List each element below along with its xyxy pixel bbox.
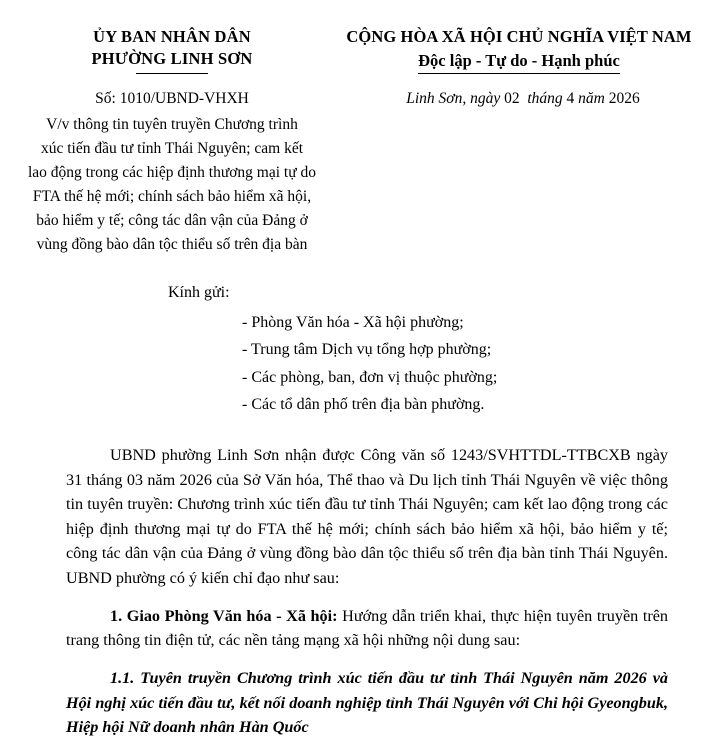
subject-line: vùng đồng bào dân tộc thiểu số trên địa bàn [36, 235, 308, 253]
recipients-block [0, 283, 726, 419]
subject-line: bảo hiểm y tế; công tác dân vận của Đảng ở [36, 211, 308, 229]
body-paragraph-item-1-1: 1.1. Tuyên truyền Chương trình xúc tiến đầu tư tỉnh Thái Nguyên năm 2026 và Hội nghị xúc tiến đầu tư, kết nối doanh nghiệp tỉnh Thái Nguyên với Chi hội Gyeongbuk, Hiệp hội Nữ doanh nhân Hàn Quốc [66, 668, 668, 737]
year-label: năm [578, 90, 605, 108]
list-item: - Các phòng, ban, đơn vị thuộc phường; [242, 368, 498, 386]
body-paragraph-intro: UBND phường Linh Sơn nhận được Công văn số 1243/SVHTTDL-TTBCXB ngày 31 tháng 03 năm 2026 của Sở Văn hóa, Thể thao và Du lịch tỉnh Thái Nguyên về việc thông tin tuyên truyền: Chương trình xúc tiến đầu tư tỉnh Thái Nguyên; cam kết lao động trong các hiệp định thương mại tự do FTA thế hệ mới; chính sách bảo hiểm xã hội, bảo hiểm y tế; công tác dân vận của Đảng ở vùng đồng bào dân tộc thiểu số trên địa bàn tỉnh Thái Nguyên. UBND phường có ý kiến chỉ đạo như sau: [66, 445, 668, 588]
place-label: Linh Sơn, ngày [406, 90, 501, 108]
national-title: CỘNG HÒA XÃ HỘI CHỦ NGHĨA VIỆT NAM [346, 27, 692, 46]
national-heading-block [330, 26, 726, 74]
subject-line: FTA thế hệ mới; chính sách bảo hiểm xã hội, [32, 187, 312, 205]
date-year: 2026 [608, 90, 640, 108]
issuing-authority-line-2: PHƯỜNG LINH SƠN [91, 48, 253, 68]
list-item: - Trung tâm Dịch vụ tổng hợp phường; [242, 341, 492, 359]
document-header [0, 0, 726, 74]
section-1-text: Hướng dẫn triển khai, thực hiện tuyên truyền trên trang thông tin điện tử, các nền tảng mạng xã hội những nội dung sau: [66, 606, 668, 650]
list-item: - Phòng Văn hóa - Xã hội phường; [242, 313, 464, 331]
issuing-authority-block [0, 26, 330, 74]
section-1-title: 1. Giao Phòng Văn hóa - Xã hội: [110, 606, 338, 625]
subject-line: V/v thông tin tuyên truyền Chương trình [46, 115, 298, 133]
issuing-authority-underline [136, 73, 208, 75]
subject-line: xúc tiến đầu tư tỉnh Thái Nguyên; cam kết [40, 139, 304, 157]
place-date-block [330, 88, 726, 108]
place-and-date [330, 90, 716, 108]
document-number: Số: 1010/UBND-VHXH [95, 90, 249, 108]
document-subject [14, 113, 330, 257]
body-paragraph-section-1 [66, 604, 668, 653]
month-label: tháng [527, 90, 563, 108]
date-day: 02 [504, 90, 520, 108]
document-meta-row [0, 88, 726, 257]
recipients-label: Kính gửi: [168, 283, 230, 301]
document-reference-block [0, 88, 330, 257]
recipients-list [168, 309, 726, 419]
subject-line: lao động trong các hiệp định thương mại tự do [27, 163, 316, 181]
national-motto: Độc lập - Tự do - Hạnh phúc [418, 50, 620, 74]
document-body [0, 443, 726, 740]
issuing-authority-underline-wrap [14, 73, 330, 75]
list-item: - Các tổ dân phố trên địa bàn phường. [242, 396, 485, 414]
issuing-authority-line-1: ỦY BAN NHÂN DÂN [93, 27, 251, 46]
date-month: 4 [566, 90, 575, 108]
